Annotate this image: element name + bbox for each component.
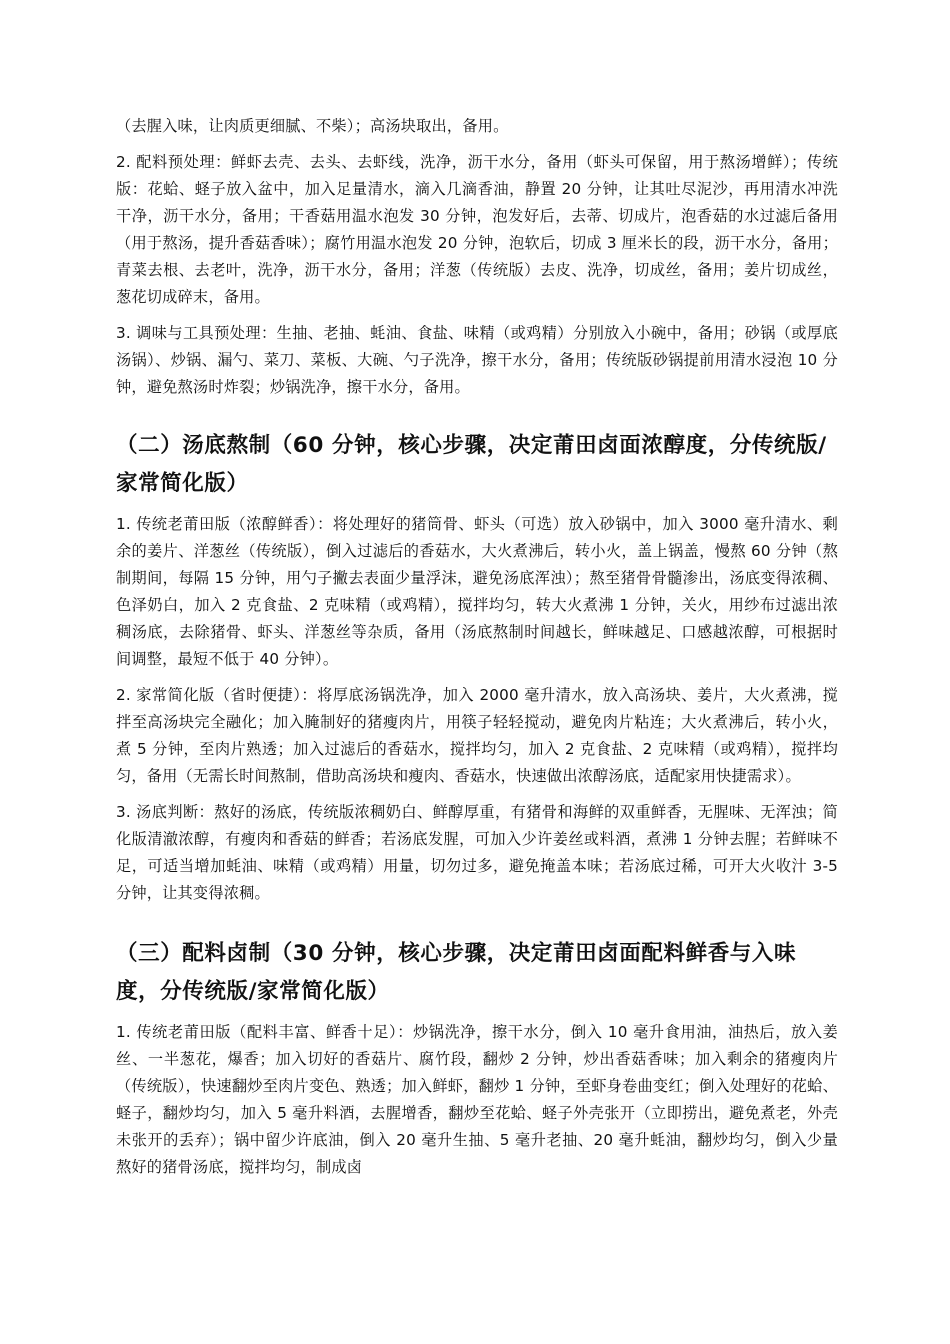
paragraph-seasoning-tool-prep: 3. 调味与工具预处理：生抽、老抽、蚝油、食盐、味精（或鸡精）分别放入小碗中，备用；砂锅（或厚底汤锅）、炒锅、漏勺、菜刀、菜板、大碗、勺子洗净，擦干水分，备用；传统版砂锅提前用清水浸泡 10 分钟，避免熬汤时炸裂；炒锅洗净，擦干水分，备用。 (116, 324, 838, 396)
paragraph-soup-judgement: 3. 汤底判断：熬好的汤底，传统版浓稠奶白、鲜醇厚重，有猪骨和海鲜的双重鲜香，无腥味、无浑浊；简化版清澈浓醇，有瘦肉和香菇的鲜香；若汤底发腥，可加入少许姜丝或料酒，煮沸 1 分钟去腥；若鲜味不足，可适当增加蚝油、味精（或鸡精）用量，切勿过多，避免掩盖本味；若汤底过稀，可开大火收汁 3-5 分钟，让其变得浓稠。 (116, 803, 838, 902)
paragraph-braise-traditional: 1. 传统老莆田版（配料丰富、鲜香十足）：炒锅洗净，擦干水分，倒入 10 毫升食用油，油热后，放入姜丝、一半葱花，爆香；加入切好的香菇片、腐竹段，翻炒 2 分钟，炒出香菇香味；加入剩余的猪瘦肉片（传统版），快速翻炒至肉片变色、熟透；加入鲜虾，翻炒 1 分钟，至虾身卷曲变红；倒入处理好的花蛤、蛏子，翻炒均匀，加入 5 毫升料酒，去腥增香，翻炒至花蛤、蛏子外壳张开（立即捞出，避免煮老，外壳未张开的丢弃）；锅中留少许底油，倒入 20 毫升生抽、5 毫升老抽、20 毫升蚝油，翻炒均匀，倒入少量熬好的猪骨汤底，搅拌均匀，制成卤 (116, 1023, 838, 1176)
paragraph-prep-continued: （去腥入味，让肉质更细腻、不柴）；高汤块取出，备用。 (116, 117, 509, 135)
document-page (116, 113, 838, 1181)
paragraph-ingredient-prep: 2. 配料预处理：鲜虾去壳、去头、去虾线，洗净，沥干水分，备用（虾头可保留，用于熬汤增鲜）；传统版：花蛤、蛏子放入盆中，加入足量清水，滴入几滴香油，静置 20 分钟，让其吐尽泥沙，再用清水冲洗干净，沥干水分，备用；干香菇用温水泡发 30 分钟，泡发好后，去蒂、切成片，泡香菇的水过滤后备用（用于熬汤，提升香菇香味）；腐竹用温水泡发 20 分钟，泡软后，切成 3 厘米长的段，沥干水分，备用；青菜去根、去老叶，洗净，沥干水分，备用；洋葱（传统版）去皮、洗净，切成丝，备用；姜片切成丝，葱花切成碎末，备用。 (116, 153, 838, 306)
paragraph-soup-traditional: 1. 传统老莆田版（浓醇鲜香）：将处理好的猪筒骨、虾头（可选）放入砂锅中，加入 3000 毫升清水、剩余的姜片、洋葱丝（传统版），倒入过滤后的香菇水，大火煮沸后，转小火，盖上锅盖，慢熬 60 分钟（熬制期间，每隔 15 分钟，用勺子撇去表面少量浮沫，避免汤底浑浊）；熬至猪骨骨髓渗出，汤底变得浓稠、色泽奶白，加入 2 克食盐、2 克味精（或鸡精），搅拌均匀，转大火煮沸 1 分钟，关火，用纱布过滤出浓稠汤底，去除猪骨、虾头、洋葱丝等杂质，备用（汤底熬制时间越长，鲜味越足、口感越浓醇，可根据时间调整，最短不低于 40 分钟）。 (116, 515, 838, 668)
section-heading-braising: （三）配料卤制（30 分钟，核心步骤，决定莆田卤面配料鲜香与入味度，分传统版/家常简化版） (116, 941, 797, 1004)
paragraph-soup-simplified: 2. 家常简化版（省时便捷）：将厚底汤锅洗净，加入 2000 毫升清水，放入高汤块、姜片，大火煮沸，搅拌至高汤块完全融化；加入腌制好的猪瘦肉片，用筷子轻轻搅动，避免肉片粘连；大火煮沸后，转小火，煮 5 分钟，至肉片熟透；加入过滤后的香菇水，搅拌均匀，加入 2 克食盐、2 克味精（或鸡精），搅拌均匀，备用（无需长时间熬制，借助高汤块和瘦肉、香菇水，快速做出浓醇汤底，适配家用快捷需求）。 (116, 686, 838, 785)
section-heading-soup-base: （二）汤底熬制（60 分钟，核心步骤，决定莆田卤面浓醇度，分传统版/家常简化版） (116, 433, 827, 496)
